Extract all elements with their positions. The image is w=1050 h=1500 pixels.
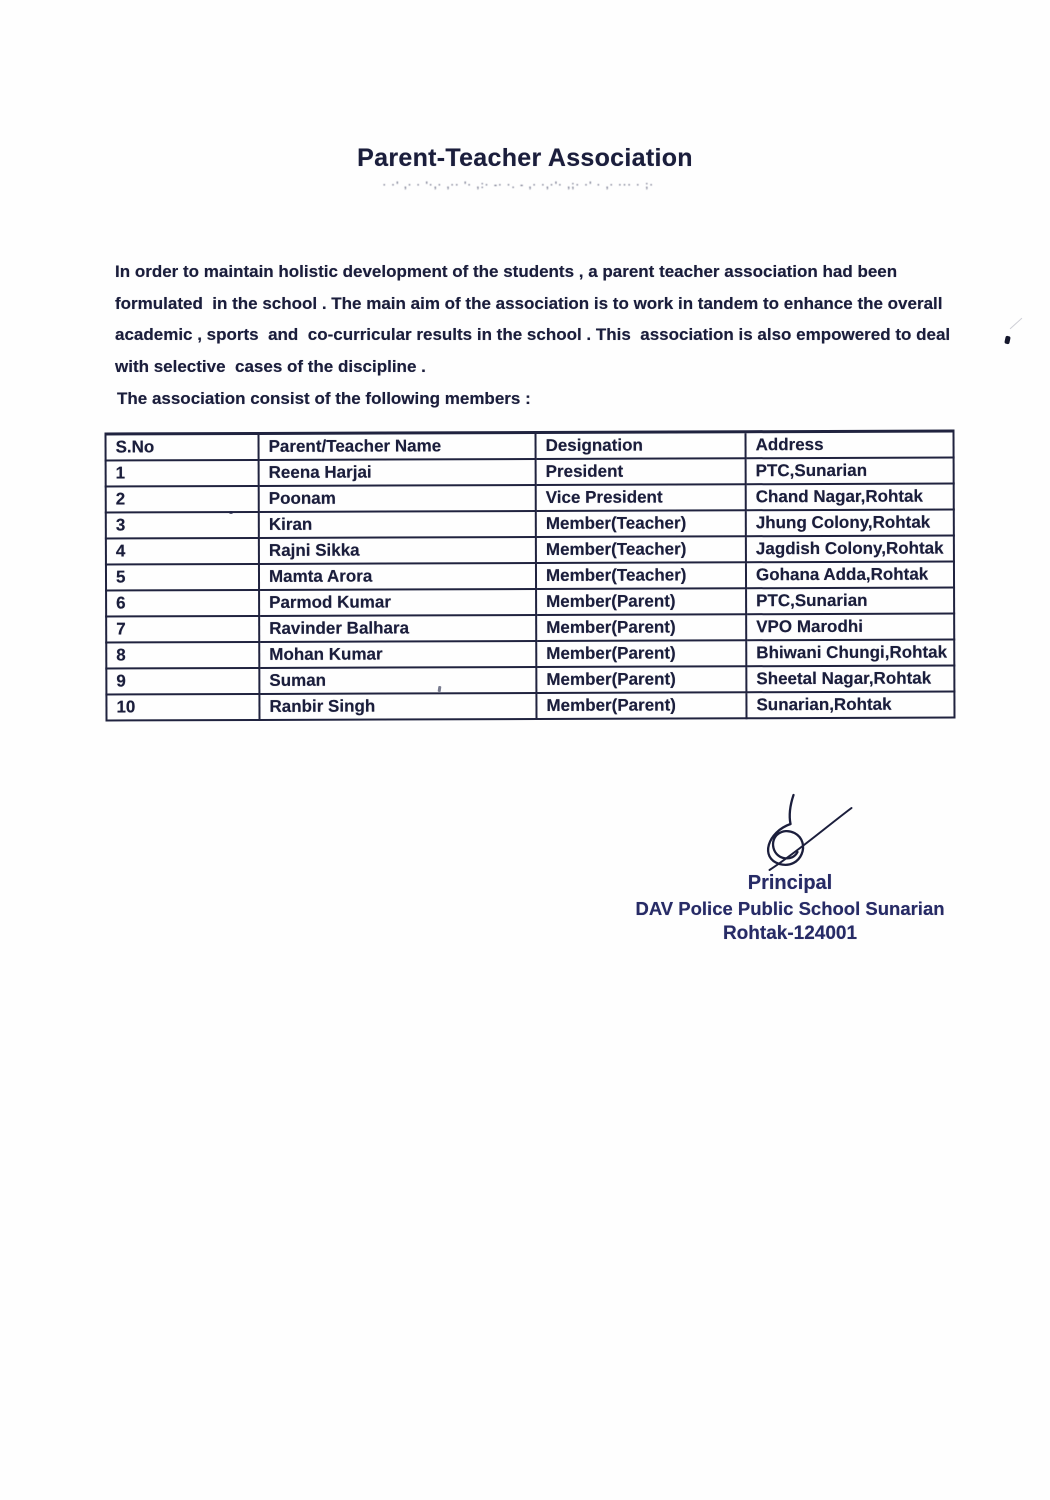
table-row bbox=[106, 614, 954, 643]
members-intro-line: The association consist of the following members : bbox=[117, 389, 531, 408]
table-cell: Member(Teacher) bbox=[536, 562, 746, 589]
table-cell: Rajni Sikka bbox=[259, 537, 536, 564]
table-cell: VPO Marodhi bbox=[746, 614, 954, 641]
table-header-designation: Designation bbox=[536, 432, 746, 459]
table-cell: 4 bbox=[106, 538, 259, 565]
table-cell: 7 bbox=[106, 616, 259, 643]
table-row bbox=[106, 692, 954, 721]
table-cell: President bbox=[536, 458, 746, 485]
table-cell: Poonam bbox=[259, 485, 536, 512]
ink-speck bbox=[1004, 336, 1011, 345]
table-cell: PTC,Sunarian bbox=[746, 458, 954, 485]
members-table-body bbox=[106, 458, 955, 721]
members-table bbox=[104, 430, 955, 722]
table-cell: Jagdish Colony,Rohtak bbox=[746, 536, 954, 563]
title-underline-smudge: · ·' ,· · '·,· ,·· '· ,:· -· ·. - ,· ·,·'· ,;· ·' · ,· ··· · ;· bbox=[383, 180, 655, 190]
table-cell: Gohana Adda,Rohtak bbox=[746, 562, 954, 589]
table-header-sno: S.No bbox=[106, 433, 259, 460]
table-row bbox=[106, 536, 954, 565]
paragraph-line: with selective cases of the discipline . bbox=[115, 356, 426, 376]
table-header-row bbox=[106, 431, 954, 460]
table-cell: Reena Harjai bbox=[259, 459, 536, 486]
table-cell: Mohan Kumar bbox=[259, 641, 536, 668]
table-cell: 1 bbox=[106, 460, 259, 487]
table-cell: Member(Parent) bbox=[536, 614, 746, 641]
table-cell: PTC,Sunarian bbox=[746, 588, 954, 615]
table-row bbox=[106, 510, 954, 539]
table-header-address: Address bbox=[745, 431, 953, 458]
table-cell: 9 bbox=[106, 668, 259, 695]
ink-speck bbox=[229, 511, 233, 514]
signatory-org: DAV Police Public School Sunarian bbox=[635, 898, 945, 919]
signature-block bbox=[615, 792, 965, 945]
table-row bbox=[106, 640, 954, 669]
table-cell: 3 bbox=[106, 512, 259, 539]
table-cell: Kiran bbox=[259, 511, 536, 538]
paragraph-line: formulated in the school . The main aim of the association is to work in tandem to enhance the overall bbox=[115, 293, 943, 313]
table-cell: Chand Nagar,Rohtak bbox=[746, 484, 954, 511]
table-cell: 2 bbox=[106, 486, 259, 513]
table-cell: Member(Parent) bbox=[536, 640, 746, 667]
ink-speck bbox=[1010, 318, 1023, 329]
table-cell: 8 bbox=[106, 642, 259, 669]
table-cell: Sunarian,Rohtak bbox=[746, 692, 954, 719]
table-cell: Bhiwani Chungi,Rohtak bbox=[746, 640, 954, 667]
paragraph-line: In order to maintain holistic development of the students , a parent teacher association had been bbox=[115, 262, 898, 281]
table-row bbox=[106, 588, 954, 617]
table-cell: Suman bbox=[259, 667, 536, 694]
signature-scribble bbox=[748, 792, 866, 876]
table-row bbox=[106, 484, 954, 513]
table-cell: Ranbir Singh bbox=[259, 693, 536, 720]
table-cell: Ravinder Balhara bbox=[259, 615, 536, 642]
table-cell: Member(Parent) bbox=[536, 666, 746, 693]
table-cell: Mamta Arora bbox=[259, 563, 536, 590]
table-cell: Member(Parent) bbox=[536, 588, 746, 615]
table-cell: Jhung Colony,Rohtak bbox=[746, 510, 954, 537]
table-header-name: Parent/Teacher Name bbox=[259, 432, 536, 459]
signatory-location: Rohtak-124001 bbox=[722, 923, 858, 944]
table-row bbox=[106, 562, 954, 591]
table-cell: Parmod Kumar bbox=[259, 589, 536, 616]
page-title: Parent-Teacher Association bbox=[357, 144, 693, 172]
table-cell: Member(Teacher) bbox=[536, 510, 746, 537]
table-cell: Member(Teacher) bbox=[536, 536, 746, 563]
table-row bbox=[106, 666, 954, 695]
paragraph-line: academic , sports and co-curricular results in the school . This association is also empowered to deal bbox=[115, 325, 951, 344]
table-cell: 5 bbox=[106, 564, 259, 591]
table-cell: Vice President bbox=[536, 484, 746, 511]
table-cell: 6 bbox=[106, 590, 259, 617]
intro-paragraph bbox=[115, 256, 960, 382]
table-cell: Sheetal Nagar,Rohtak bbox=[746, 666, 954, 693]
signatory-title: Principal bbox=[747, 872, 833, 894]
table-cell: Member(Parent) bbox=[536, 692, 746, 719]
table-cell: 10 bbox=[106, 694, 259, 721]
table-row bbox=[106, 458, 954, 487]
